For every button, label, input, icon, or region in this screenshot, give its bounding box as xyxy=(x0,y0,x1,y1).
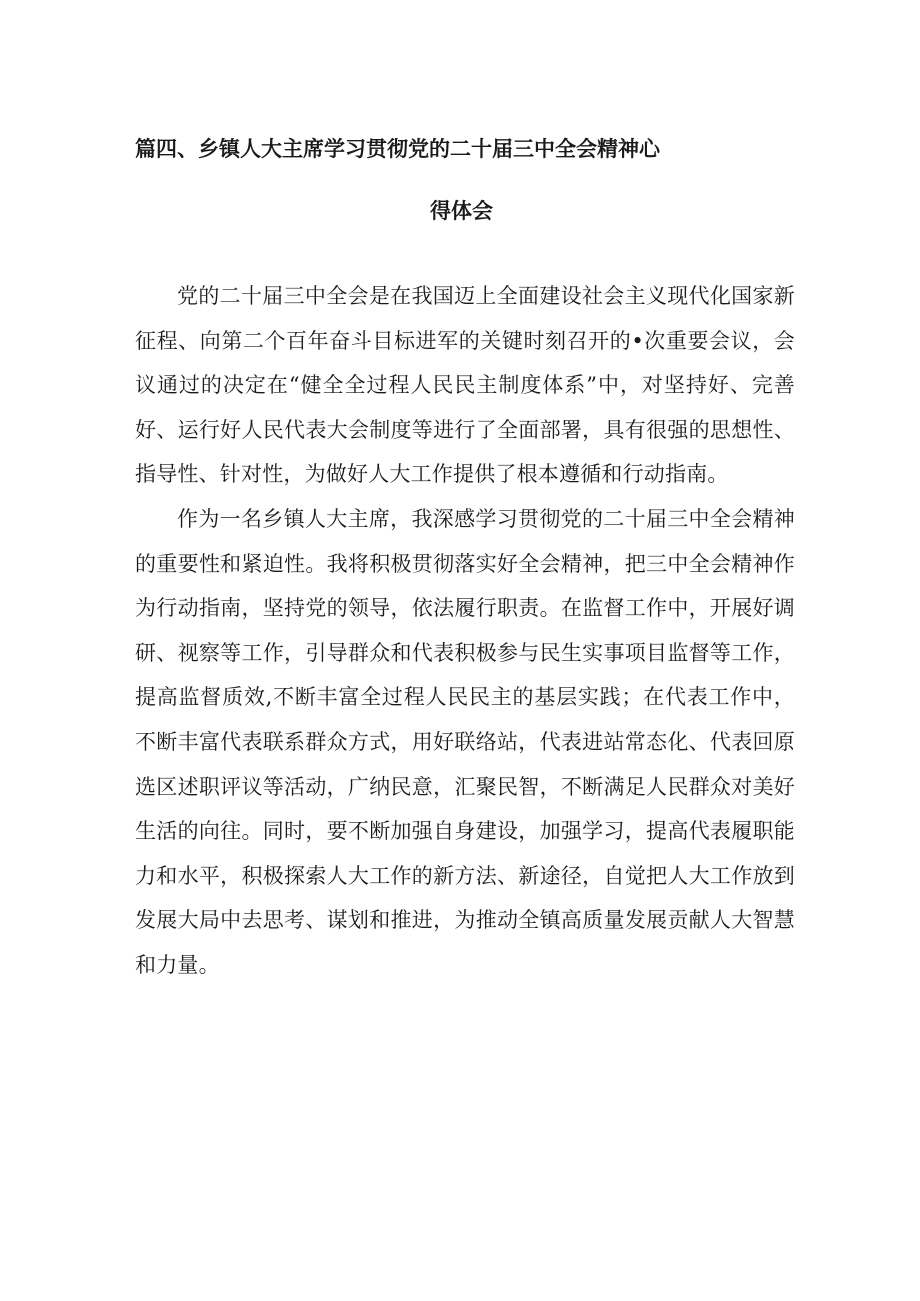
body-paragraph-2: 作为一名乡镇人大主席，我深感学习贯彻党的二十届三中全会精神的重要性和紧迫性。我将积极贯彻落实好全会精神，把三中全会精神作为行动指南，坚持党的领导，依法履行职责。在监督工作中，开展好调研、视察等工作，引导群众和代表积极参与民生实事项目监督等工作，提高监督质效,不断丰富全过程人民民主的基层实践；在代表工作中，不断丰富代表联系群众方式，用好联络站，代表进站常态化、代表回原选区述职评议等活动，广纳民意，汇聚民智，不断满足人民群众对美好生活的向往。同时，要不断加强自身建设，加强学习，提高代表履职能力和水平，积极探索人大工作的新方法、新途径，自觉把人大工作放到发展大局中去思考、谋划和推进，为推动全镇高质量发展贡献人大智慧和力量。 xyxy=(135,506,795,977)
body-paragraph-1: 党的二十届三中全会是在我国迈上全面建设社会主义现代化国家新征程、向第二个百年奋斗目标进军的关键时刻召开的•次重要会议，会议通过的决定在“健全全过程人民民主制度体系”中，对坚持好、完善好、运行好人民代表大会制度等进行了全面部署，具有很强的思想性、指导性、针对性，为做好人大工作提供了根本遵循和行动指南。 xyxy=(135,284,795,487)
document-title xyxy=(135,118,795,242)
document-body xyxy=(135,274,795,988)
title-line-2: 得体会 xyxy=(430,199,493,223)
title-line-1: 篇四、乡镇人大主席学习贯彻党的二十届三中全会精神心 xyxy=(135,137,660,161)
